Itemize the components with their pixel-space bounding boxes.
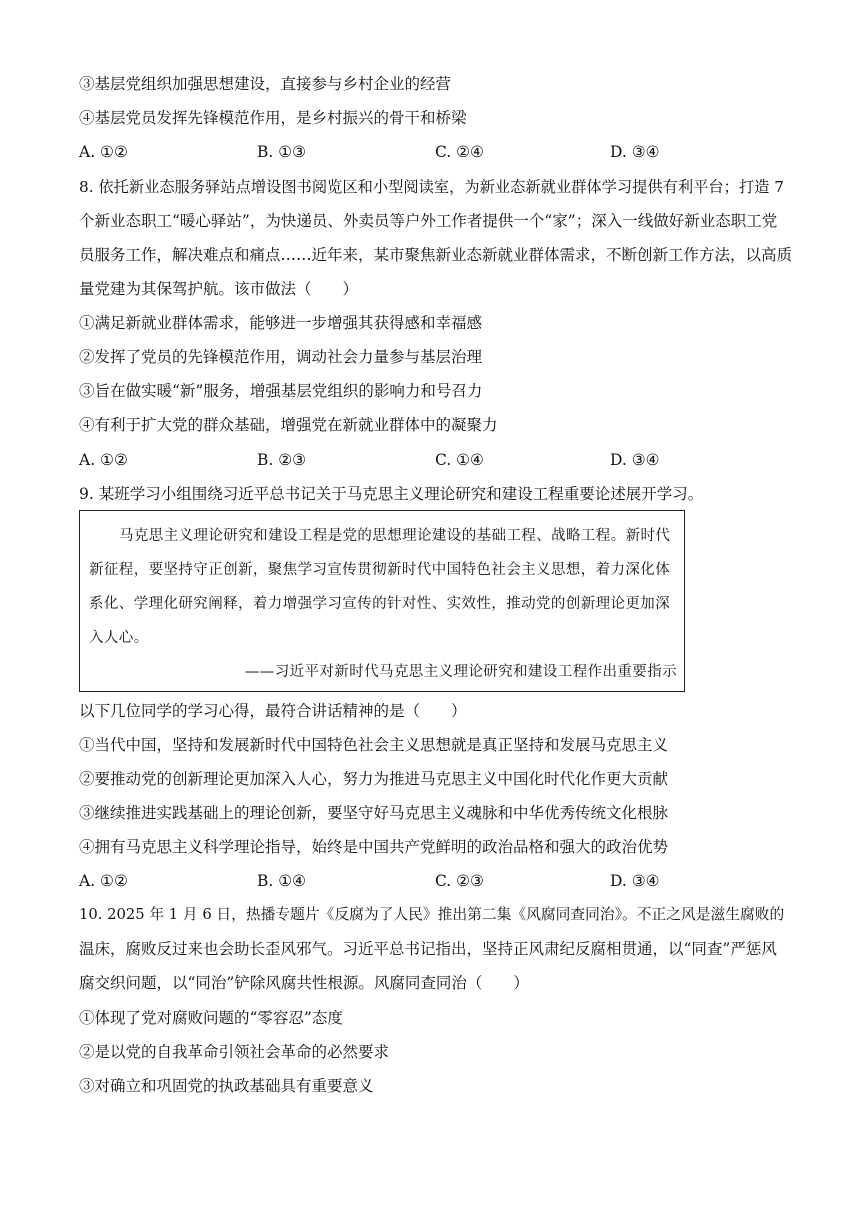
q8-statement-2: ②发挥了党员的先锋模范作用，调动社会力量参与基层治理 [79, 348, 483, 366]
q9-stem: 9. 某班学习小组围绕习近平总书记关于马克思主义理论研究和建设工程重要论述展开学习。 [79, 485, 704, 503]
q9-quote-line-4: 入人心。 [89, 630, 149, 646]
q7-options [79, 141, 791, 163]
q9-quote-line-1: 马克思主义理论研究和建设工程是党的思想理论建设的基础工程、战略工程。新时代 [119, 528, 671, 544]
q9-option-a: A. ①② [79, 872, 128, 890]
q10-stem-line-2: 温床，腐败反过来也会助长歪风邪气。习近平总书记指出，坚持正风肃纪反腐相贯通，以“同查”严惩风 [79, 940, 777, 958]
q7-option-c: C. ②④ [435, 143, 484, 161]
q8-options [79, 449, 791, 471]
q9-statement-2: ②要推动党的创新理论更加深入人心，努力为推进马克思主义中国化时代化作更大贡献 [79, 770, 669, 788]
q10-stem-line-3: 腐交织问题，以“同治”铲除风腐共性根源。风腐同查同治（ ） [79, 974, 529, 992]
q9-quote-source: ——习近平对新时代马克思主义理论研究和建设工程作出重要指示 [244, 664, 677, 680]
q9-options [79, 870, 791, 892]
q8-statement-1: ①满足新就业群体需求，能够进一步增强其获得感和幸福感 [79, 314, 483, 332]
q9-quote-line-2: 新征程，要坚持守正创新，聚焦学习宣传贯彻新时代中国特色社会主义思想，着力深化体 [89, 562, 671, 578]
q10-statement-3: ③对确立和巩固党的执政基础具有重要意义 [79, 1077, 374, 1095]
q9-option-d: D. ③④ [610, 872, 660, 890]
q8-stem-line-3: 员服务工作，解决难点和痛点……近年来，某市聚焦新业态新就业群体需求，不断创新工作方法，以高质 [79, 246, 793, 264]
q8-stem-line-2: 个新业态职工“暖心驿站”，为快递员、外卖员等户外工作者提供一个“家”；深入一线做好新业态职工党 [79, 212, 778, 230]
q7-option-d: D. ③④ [610, 143, 660, 161]
q8-statement-3: ③旨在做实暖“新”服务，增强基层党组织的影响力和号召力 [79, 382, 483, 400]
q9-statement-1: ①当代中国，坚持和发展新时代中国特色社会主义思想就是真正坚持和发展马克思主义 [79, 736, 669, 754]
q10-statement-2: ②是以党的自我革命引领社会革命的必然要求 [79, 1043, 390, 1061]
q8-stem-line-4: 量党建为其保驾护航。该市做法（ ） [79, 280, 359, 298]
q9-statement-4: ④拥有马克思主义科学理论指导，始终是中国共产党鲜明的政治品格和强大的政治优势 [79, 838, 669, 856]
q8-option-c: C. ①④ [435, 451, 484, 469]
q10-statement-1: ①体现了党对腐败问题的“零容忍”态度 [79, 1009, 343, 1027]
q8-stem-line-1: 8. 依托新业态服务驿站点增设图书阅览区和小型阅读室，为新业态新就业群体学习提供有利平台；打造 7 [79, 178, 784, 196]
q8-statement-4: ④有利于扩大党的群众基础，增强党在新就业群体中的凝聚力 [79, 416, 498, 434]
q7-statement-3: ③基层党组织加强思想建设，直接参与乡村企业的经营 [79, 75, 452, 93]
q9-option-c: C. ②③ [435, 872, 484, 890]
q9-quote-line-3: 系化、学理化研究阐释，着力增强学习宣传的针对性、实效性，推动党的创新理论更加深 [89, 596, 671, 612]
q9-statement-3: ③继续推进实践基础上的理论创新，要坚守好马克思主义魂脉和中华优秀传统文化根脉 [79, 804, 669, 822]
q7-statement-4: ④基层党员发挥先锋模范作用，是乡村振兴的骨干和桥梁 [79, 109, 467, 127]
q8-option-d: D. ③④ [610, 451, 660, 469]
q7-option-b: B. ①③ [257, 143, 307, 161]
q9-quote-box [79, 510, 685, 692]
q9-prompt: 以下几位同学的学习心得，最符合讲话精神的是（ ） [79, 702, 467, 720]
q7-option-a: A. ①② [79, 143, 128, 161]
q9-option-b: B. ①④ [257, 872, 307, 890]
q8-option-a: A. ①② [79, 451, 128, 469]
q8-option-b: B. ②③ [257, 451, 307, 469]
q10-stem-line-1: 10. 2025 年 1 月 6 日，热播专题片《反腐为了人民》推出第二集《风腐同查同治》。不正之风是滋生腐败的 [79, 906, 785, 923]
